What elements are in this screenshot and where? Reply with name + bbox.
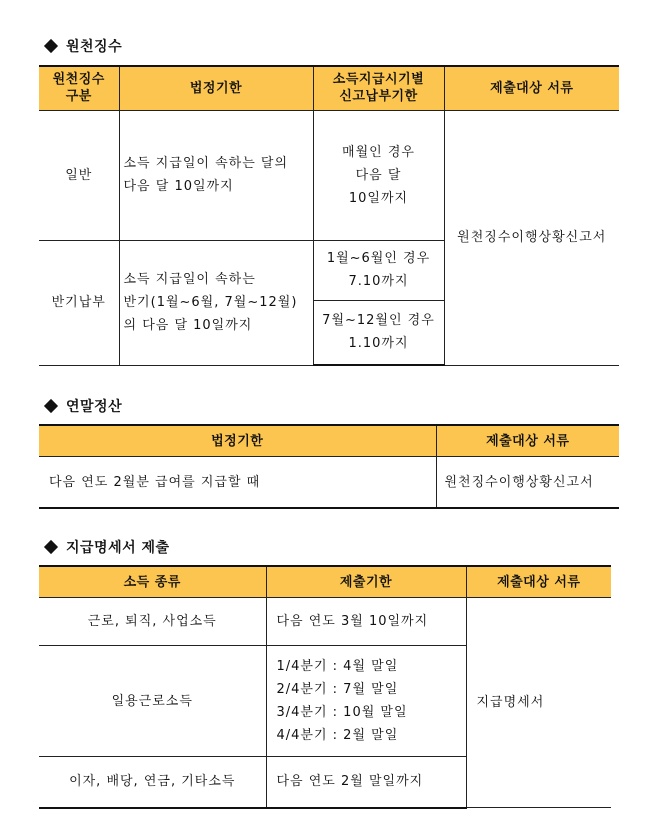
deadline-general: 소득 지급일이 속하는 달의 다음 달 10일까지 — [119, 110, 313, 240]
year-end-deadline: 다음 연도 2월분 급여를 지급할 때 — [39, 457, 436, 509]
deadline-other: 다음 연도 2월 말일까지 — [266, 757, 466, 808]
section-title-text: 지급명세서 제출 — [66, 540, 170, 556]
deadline-quarters: 1/4분기 : 4월 말일 2/4분기 : 7월 말일 3/4분기 : 10월 말일 4/4분기 : 2월 말일 — [266, 646, 466, 757]
diamond-bullet-icon — [44, 39, 58, 53]
document-withholding: 원천징수이행상황신고서 — [444, 110, 619, 365]
section-title-text: 연말정산 — [66, 399, 123, 415]
diamond-bullet-icon — [44, 540, 58, 554]
category-semiannual: 반기납부 — [39, 240, 119, 365]
payment-statement-table — [39, 565, 611, 809]
header-documents: 제출대상 서류 — [466, 566, 611, 598]
period-general: 매월인 경우 다음 달 10일까지 — [313, 110, 444, 240]
income-interest-dividend-pension-other: 이자, 배당, 연금, 기타소득 — [39, 757, 266, 808]
header-category: 원천징수 구분 — [39, 66, 119, 110]
period-second-half: 7월~12월인 경우 1.10까지 — [313, 300, 444, 365]
header-submission-deadline: 제출기한 — [266, 566, 466, 598]
income-daily-wage: 일용근로소득 — [39, 646, 266, 757]
year-end-table — [39, 424, 619, 509]
section-title-year-end — [46, 396, 122, 416]
section-title-withholding — [46, 36, 122, 56]
withholding-table — [39, 65, 619, 366]
document-payment-statement: 지급명세서 — [466, 598, 611, 808]
deadline-wage: 다음 연도 3월 10일까지 — [266, 598, 466, 646]
header-documents: 제출대상 서류 — [444, 66, 619, 110]
diamond-bullet-icon — [44, 399, 58, 413]
header-income-type: 소득 종류 — [39, 566, 266, 598]
year-end-document: 원천징수이행상황신고서 — [436, 457, 619, 509]
header-documents: 제출대상 서류 — [436, 425, 619, 457]
section-title-payment-statement — [46, 537, 170, 557]
header-payment-period: 소득지급시기별 신고납부기한 — [313, 66, 444, 110]
period-first-half: 1월~6월인 경우 7.10까지 — [313, 240, 444, 300]
deadline-semiannual: 소득 지급일이 속하는 반기(1월~6월, 7월~12월) 의 다음 달 10일까지 — [119, 240, 313, 365]
section-title-text: 원천징수 — [66, 39, 123, 55]
income-wage-retire-business: 근로, 퇴직, 사업소득 — [39, 598, 266, 646]
header-legal-deadline: 법정기한 — [119, 66, 313, 110]
header-legal-deadline: 법정기한 — [39, 425, 436, 457]
category-general: 일반 — [39, 110, 119, 240]
